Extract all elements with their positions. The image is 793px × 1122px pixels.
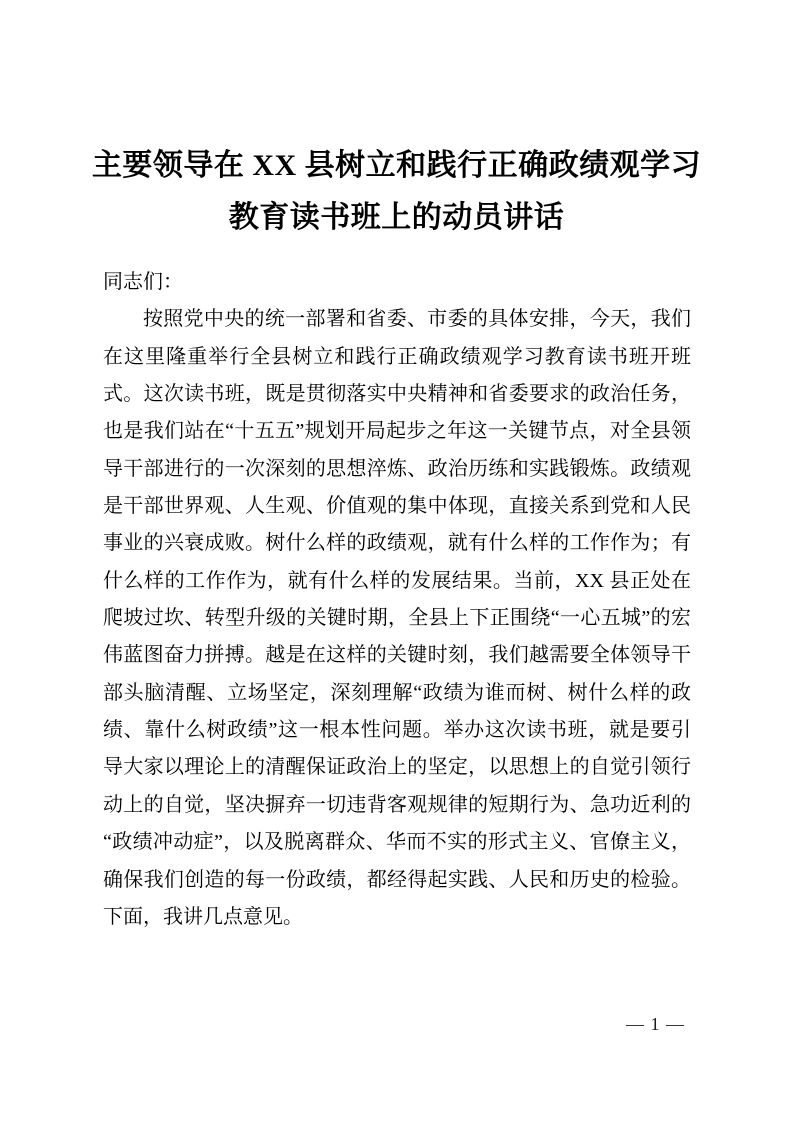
- title-line-1: 主要领导在 XX 县树立和践行正确政绩观学习: [91, 149, 702, 182]
- paragraph-line: 动上的自觉，坚决摒弃一切违背客观规律的短期行为、急功近利的: [103, 793, 691, 816]
- paragraph-line: 按照党中央的统一部署和省委、市委的具体安排，今天，我们: [143, 308, 691, 331]
- document-body: [103, 264, 691, 936]
- paragraph-line: 也是我们站在“十五五”规划开局起步之年这一关键节点，对全县领: [103, 420, 691, 443]
- document-title: [0, 140, 793, 244]
- paragraph-line: 事业的兴衰成败。树什么样的政绩观，就有什么样的工作作为；有: [103, 532, 691, 555]
- page-number: — 1 —: [626, 1014, 685, 1034]
- paragraph-line: 确保我们创造的每一份政绩，都经得起实践、人民和历史的检验。: [103, 868, 691, 891]
- paragraph-line: 部头脑清醒、立场坚定，深刻理解“政绩为谁而树、树什么样的政: [103, 681, 691, 704]
- paragraph-line: 伟蓝图奋力拼搏。越是在这样的关键时刻，我们越需要全体领导干: [103, 644, 691, 667]
- paragraph-line: 是干部世界观、人生观、价值观的集中体现，直接关系到党和人民: [103, 495, 691, 518]
- paragraph-line: 下面，我讲几点意见。: [103, 905, 303, 928]
- paragraph-line: 式。这次读书班，既是贯彻落实中央精神和省委要求的政治任务，: [103, 383, 691, 406]
- paragraph-line: 导干部进行的一次深刻的思想淬炼、政治历练和实践锻炼。政绩观: [103, 457, 691, 480]
- paragraph-line: 什么样的工作作为，就有什么样的发展结果。当前，XX 县正处在: [103, 569, 691, 592]
- paragraph-line: “政绩冲动症”，以及脱离群众、华而不实的形式主义、官僚主义，: [103, 831, 691, 854]
- speech-paragraph: [103, 301, 691, 936]
- salutation: 同志们：: [103, 271, 183, 293]
- title-line-2: 教育读书班上的动员讲话: [228, 201, 565, 234]
- paragraph-line: 爬坡过坎、转型升级的关键时期，全县上下正围绕“一心五城”的宏: [103, 607, 691, 630]
- paragraph-line: 导大家以理论上的清醒保证政治上的坚定，以思想上的自觉引领行: [103, 756, 691, 779]
- paragraph-line: 绩、靠什么树政绩”这一根本性问题。举办这次读书班，就是要引: [103, 719, 691, 742]
- paragraph-line: 在这里隆重举行全县树立和践行正确政绩观学习教育读书班开班: [103, 345, 691, 368]
